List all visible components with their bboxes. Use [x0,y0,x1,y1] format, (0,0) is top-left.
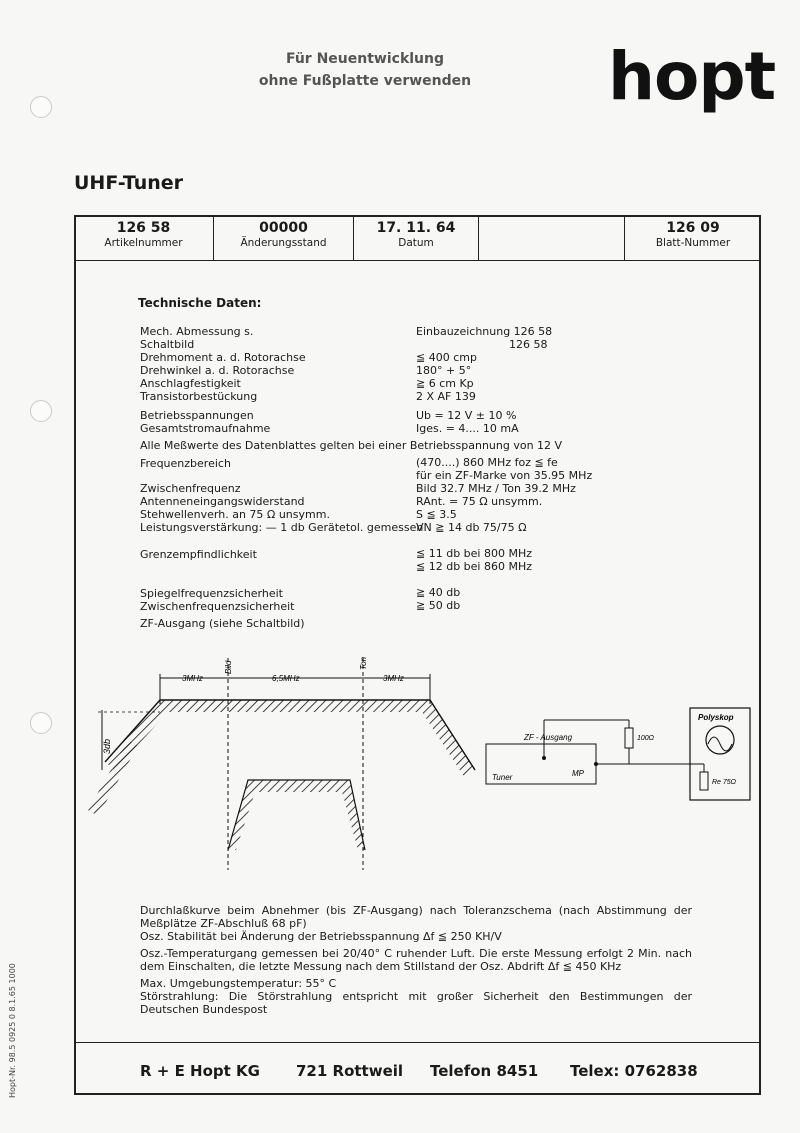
spec-label: Gesamtstromaufnahme [140,422,271,435]
resistor-75 [700,772,708,790]
spec-value: VN ≧ 14 db 75/75 Ω [416,521,527,534]
article-number-label: Artikelnummer [104,237,183,249]
spec-label: Transistorbestückung [140,390,258,403]
spec-value: (470....) 860 MHz foz ≦ fe [416,456,558,469]
spec-value: RAnt. = 75 Ω unsymm. [416,495,543,508]
label-ton: Ton [359,656,368,670]
header-date [354,215,479,260]
spec-value: Ub = 12 V ± 10 % [416,409,517,422]
spec-value: S ≦ 3.5 [416,508,457,521]
change-state-label: Änderungsstand [240,237,327,249]
side-code-text: Hopt-Nr. 98.5 0925 0 8.1.65 1000 [8,963,17,1098]
header-sheet-number [625,215,761,260]
spec-note: Alle Meßwerte des Datenblattes gelten bei einer Betriebsspannung von 12 V [140,439,563,452]
date-label: Datum [398,237,434,249]
notice-line-1: Für Neuentwicklung [285,51,445,67]
note-max-temperature: Max. Umgebungstemperatur: 55° C [140,977,337,990]
spec-label: Spiegelfrequenzsicherheit [140,587,283,600]
spec-label: Zwischenfrequenzsicherheit [140,600,295,613]
change-state-value: 00000 [259,220,308,236]
punch-hole [30,96,52,118]
label-bild: Bild [224,660,233,674]
label-3mhz-left: 3MHz [182,674,203,683]
note-osc-stability: Osz. Stabilität bei Änderung der Betriebsspannung Δf ≦ 250 KH/V [140,930,502,943]
spec-label: Drehwinkel a. d. Rotorachse [140,364,295,377]
footer-company: R + E Hopt KG [140,1062,260,1080]
label-3mhz-right: 3MHz [383,674,404,683]
footer-phone: Telefon 8451 [430,1062,539,1080]
header-article-number [74,215,214,260]
spec-value: 180° + 5° [416,364,472,377]
spec-label: Frequenzbereich [140,457,231,470]
lower-tolerance-band [228,780,365,850]
spec-value: 126 58 [509,338,548,351]
header-change-state [214,215,354,260]
spec-value: ≧ 40 db [416,586,461,599]
article-number-value: 126 58 [116,220,171,236]
spec-value: ≧ 6 cm Kp [416,377,474,390]
punch-hole [30,712,52,734]
label-re-75: Re 75Ω [712,779,737,786]
label-polyskop: Polyskop [698,713,734,722]
spec-label: Stehwellenverh. an 75 Ω unsymm. [140,508,330,521]
sheet-number-label: Blatt-Nummer [655,237,731,249]
spec-value: ≧ 50 db [416,599,461,612]
footer-city: 721 Rottweil [296,1062,404,1080]
notice-line-2: ohne Fußplatte verwenden [258,73,472,89]
header-empty [479,215,625,260]
label-6-5mhz: 6,5MHz [272,674,300,683]
section-title: Technische Daten: [138,296,262,310]
spec-label: ZF-Ausgang (siehe Schaltbild) [140,617,305,630]
spec-value: Iges. = 4.... 10 mA [416,422,519,435]
spec-value: ≦ 11 db bei 800 MHz [416,547,532,560]
header-divider [74,260,761,261]
spec-value: Einbauzeichnung 126 58 [416,325,553,338]
spec-label: Antenneneingangswiderstand [140,495,305,508]
label-3db: 3db [102,738,112,754]
note-passband: Durchlaßkurve beim Abnehmer (bis ZF-Ausgang) nach Toleranzschema (nach Abstimmung der Meßplätze ZF-Abschluß 68 pF) [140,904,692,930]
left-tolerance-band [88,740,138,816]
spec-value: Bild 32.7 MHz / Ton 39.2 MHz [416,482,576,495]
resistor-100 [625,728,633,748]
spec-value: für ein ZF-Marke von 35.95 MHz [416,469,593,482]
spec-label: Leistungsverstärkung: — 1 db Gerätetol. gemessen [140,521,424,534]
sheet-number-value: 126 09 [666,220,720,236]
notice [255,48,475,92]
note-interference: Störstrahlung: Die Störstrahlung entspricht mit großer Sicherheit den Bestimmungen der Deutschen Bundespost [140,990,692,1016]
document-title: UHF-Tuner [74,172,183,194]
spec-label: Betriebsspannungen [140,409,254,422]
label-tuner: Tuner [492,773,513,782]
label-mp: MP [572,769,584,778]
spec-value: ≦ 400 cmp [416,351,477,364]
label-zf-ausgang: ZF - Ausgang [524,733,573,742]
spec-label: Mech. Abmessung s. [140,325,254,338]
side-print-code [2,960,22,1100]
spec-label: Anschlagfestigkeit [140,377,241,390]
upper-tolerance-band [105,700,475,778]
spec-label: Grenzempfindlichkeit [140,548,257,561]
date-value: 17. 11. 64 [376,220,456,236]
spec-label: Zwischenfrequenz [140,482,241,495]
label-100-ohm: 100Ω [637,735,655,742]
hopt-logo: hopt [608,38,776,115]
spec-label: Schaltbild [140,338,195,351]
spec-value: 2 X AF 139 [416,390,476,403]
note-osc-temperature: Osz.-Temperaturgang gemessen bei 20/40° C ruhender Luft. Die erste Messung erfolgt 2 Min. nach dem Einschalten, die letzte Messung nach dem Stillstand der Osz. Abdrift Δf ≦ 450 KHz [140,947,692,973]
footer-telex: Telex: 0762838 [570,1062,698,1080]
footer-divider [74,1042,761,1043]
spec-value: ≦ 12 db bei 860 MHz [416,560,532,573]
punch-hole [30,400,52,422]
tolerance-diagram [80,640,490,880]
circuit-diagram [484,700,756,820]
spec-label: Drehmoment a. d. Rotorachse [140,351,306,364]
